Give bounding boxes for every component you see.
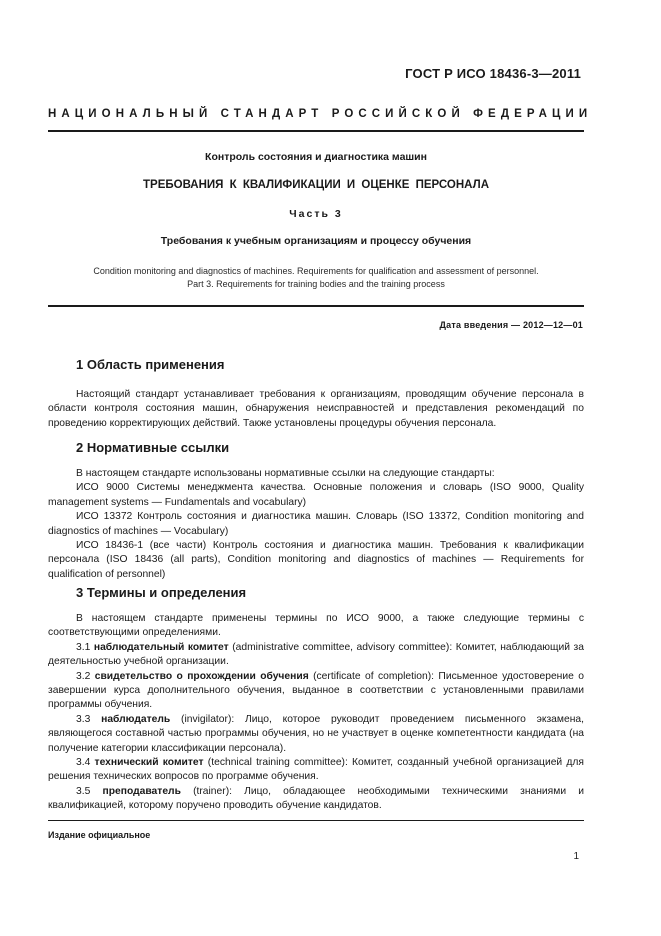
term-entry <box>48 713 584 756</box>
term-number: 3.3 <box>76 713 91 725</box>
part-title: Требования к учебным организациям и процессу обучения <box>160 235 472 247</box>
top-divider <box>48 130 584 132</box>
term-name: наблюдатель <box>101 713 171 725</box>
scope-paragraph: Настоящий стандарт устанавливает требования к организациям, проводящим обучение персонала в области контроля состояния машин, обнаружения неисправностей и представления рекомендаций по проведению корректирующих действий. Также установлены процедуры обучения персонала. <box>48 389 584 429</box>
document-part: Часть 3 <box>289 208 343 220</box>
term-entry <box>48 641 584 670</box>
reference-item: ИСО 9000 Системы менеджмента качества. Основные положения и словарь (ISO 9000, Quality management systems — Fundamentals and vocabulary) <box>48 482 584 508</box>
term-name: свидетельство о прохождении обучения <box>94 670 309 682</box>
term-number: 3.1 <box>76 641 91 653</box>
section-scope-body <box>48 388 584 431</box>
english-title-line-1: Condition monitoring and diagnostics of machines. Requirements for qualification and assessment of personnel. <box>93 266 539 276</box>
term-definition: (certificate of completion): Письменное удостоверение о завершении курса дополнительного обучения, выданное в соответствии с установленными правилами программы обучения. <box>48 670 584 711</box>
term-definition: (administrative committee, advisory committee): Комитет, наблюдающий за деятельностью учебной организации. <box>48 641 584 668</box>
section-terms-body <box>48 612 584 814</box>
title-divider <box>48 305 584 307</box>
section-heading-scope: 1 Область применения <box>76 357 225 372</box>
national-standard-banner: НАЦИОНАЛЬНЫЙ СТАНДАРТ РОССИЙСКОЙ ФЕДЕРАЦИИ <box>48 108 593 120</box>
term-entry <box>48 756 584 785</box>
reference-item: ИСО 13372 Контроль состояния и диагностика машин. Словарь (ISO 13372, Condition monitoring and diagnostics of machines — Vocabulary) <box>48 511 584 537</box>
term-name: преподаватель <box>102 785 181 797</box>
term-entry <box>48 670 584 713</box>
term-name: наблюдательный комитет <box>93 641 229 653</box>
section-references-body <box>48 467 584 582</box>
english-title <box>48 265 584 291</box>
term-number: 3.2 <box>76 670 91 682</box>
english-title-line-2: Part 3. Requirements for training bodies and the training process <box>187 279 445 289</box>
footer-divider <box>48 820 584 821</box>
official-edition-note: Издание официальное <box>48 830 151 840</box>
terms-intro: В настоящем стандарте применены термины по ИСО 9000, а также следующие термины с соответствующими определениями. <box>48 613 584 639</box>
document-title: ТРЕБОВАНИЯ К КВАЛИФИКАЦИИ И ОЦЕНКЕ ПЕРСОНАЛА <box>143 179 489 191</box>
term-definition: (trainer): Лицо, обладающее необходимыми техническими знаниями и квалификацией, которому поручено проводить обучение кандидатов. <box>48 785 584 812</box>
section-heading-references: 2 Нормативные ссылки <box>76 440 230 455</box>
document-code: ГОСТ Р ИСО 18436-3—2011 <box>405 66 581 81</box>
term-definition: (technical training committee): Комитет, созданный учебной организацией для решения технических вопросов по программе обучения. <box>48 757 584 783</box>
term-number: 3.4 <box>76 757 91 769</box>
section-heading-terms: 3 Термины и определения <box>76 585 247 600</box>
term-name: технический комитет <box>94 757 204 769</box>
reference-item: ИСО 18436-1 (все части) Контроль состояния и диагностика машин. Требования к квалификации персонала (ISO 18436 (all parts), Condition monitoring and diagnostics of machines — Requirements for qualification of personnel) <box>48 540 584 580</box>
term-definition: (invigilator): Лицо, которое руководит проведением письменного экзамена, являющегося составной частью программы обучения, но не участвует в оценке компетентности кандидата (на получение категории классификации персонала). <box>48 713 584 754</box>
introduction-date: Дата введения — 2012—12—01 <box>439 320 583 330</box>
term-number: 3.5 <box>76 785 91 797</box>
term-entry <box>48 785 584 814</box>
references-intro: В настоящем стандарте использованы нормативные ссылки на следующие стандарты: <box>76 468 495 479</box>
document-subtitle: Контроль состояния и диагностика машин <box>205 151 427 163</box>
page-number: 1 <box>573 851 579 862</box>
